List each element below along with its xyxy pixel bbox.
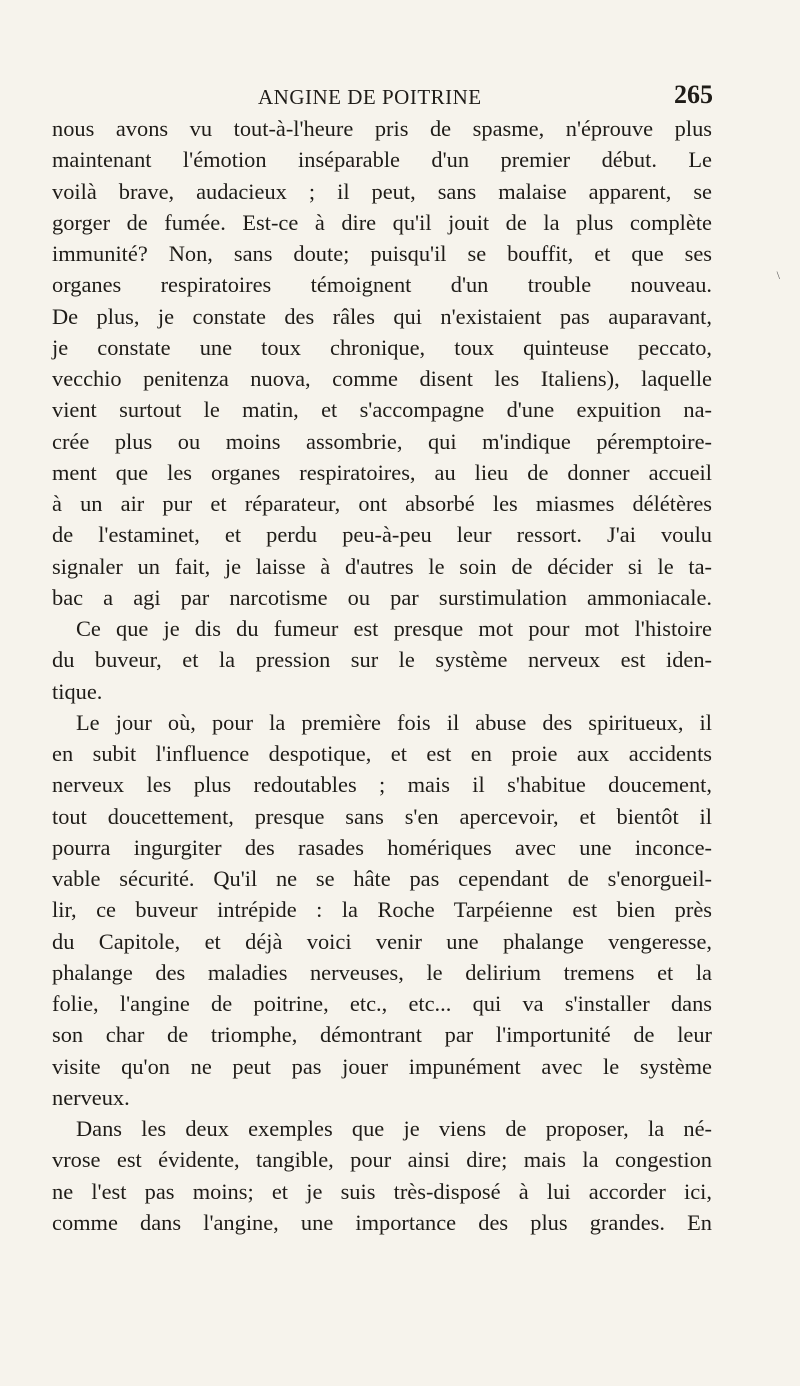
text-line: je constate une toux chronique, toux quinteuse peccato, — [52, 334, 712, 360]
text-line: nerveux les plus redoutables ; mais il s'habitue doucement, — [52, 772, 712, 798]
body-text — [52, 113, 712, 1238]
text-line: gorger de fumée. Est-ce à dire qu'il jouit de la plus complète — [52, 209, 712, 235]
text-line: Ce que je dis du fumeur est presque mot pour mot l'histoire — [76, 616, 712, 641]
text-line: en subit l'influence despotique, et est en proie aux accidents — [52, 741, 712, 766]
running-head — [258, 80, 713, 110]
text-line: vable sécurité. Qu'il ne se hâte pas cependant de s'enorgueil- — [52, 866, 712, 891]
text-line: son char de triomphe, démontrant par l'importunité de leur — [52, 1022, 712, 1048]
text-line: immunité? Non, sans doute; puisqu'il se bouffit, et que ses — [52, 241, 712, 266]
page-number: 265 — [674, 80, 713, 109]
text-line: Dans les deux exemples que je viens de proposer, la né- — [76, 1116, 712, 1141]
text-line: folie, l'angine de poitrine, etc., etc... qui va s'installer dans — [52, 991, 712, 1016]
text-line: nerveux. — [52, 1084, 130, 1110]
margin-mark: \ — [776, 268, 780, 282]
text-line: pourra ingurgiter des rasades homériques avec une inconce- — [52, 834, 712, 860]
text-line: ment que les organes respiratoires, au lieu de donner accueil — [52, 459, 712, 485]
text-line: ne l'est pas moins; et je suis très-disposé à lui accorder ici, — [52, 1178, 712, 1204]
text-line: vient surtout le matin, et s'accompagne d'une expuition na- — [52, 397, 712, 423]
text-line: comme dans l'angine, une importance des plus grandes. En — [52, 1209, 712, 1235]
text-line: bac a agi par narcotisme ou par surstimulation ammoniacale. — [52, 584, 712, 610]
text-line: tique. — [52, 678, 103, 704]
text-line: maintenant l'émotion inséparable d'un premier début. Le — [52, 147, 712, 173]
text-line: vecchio penitenza nuova, comme disent les Italiens), laquelle — [52, 366, 712, 391]
text-line: De plus, je constate des râles qui n'existaient pas auparavant, — [52, 303, 712, 329]
text-line: nous avons vu tout-à-l'heure pris de spasme, n'éprouve plus — [52, 116, 712, 141]
text-line: voilà brave, audacieux ; il peut, sans malaise apparent, se — [52, 178, 712, 204]
text-line: du buveur, et la pression sur le système nerveux est iden- — [52, 647, 712, 673]
text-line: phalange des maladies nerveuses, le delirium tremens et la — [52, 959, 712, 985]
text-line: crée plus ou moins assombrie, qui m'indique péremptoire- — [52, 428, 712, 454]
running-title: ANGINE DE POITRINE — [258, 85, 482, 109]
text-line: de l'estaminet, et perdu peu-à-peu leur ressort. J'ai voulu — [52, 522, 712, 548]
text-line: lir, ce buveur intrépide : la Roche Tarpéienne est bien près — [52, 897, 712, 923]
text-line: à un air pur et réparateur, ont absorbé les miasmes délétères — [52, 491, 712, 516]
text-line: signaler un fait, je laisse à d'autres le soin de décider si le ta- — [52, 553, 712, 579]
text-line: Le jour où, pour la première fois il abuse des spiritueux, il — [76, 709, 712, 735]
text-line: tout doucettement, presque sans s'en apercevoir, et bientôt il — [52, 803, 712, 829]
text-line: vrose est évidente, tangible, pour ainsi dire; mais la congestion — [52, 1147, 712, 1173]
text-line: organes respiratoires témoignent d'un trouble nouveau. — [52, 272, 712, 298]
text-line: du Capitole, et déjà voici venir une phalange vengeresse, — [52, 928, 712, 954]
text-line: visite qu'on ne peut pas jouer impunément avec le système — [52, 1053, 712, 1079]
